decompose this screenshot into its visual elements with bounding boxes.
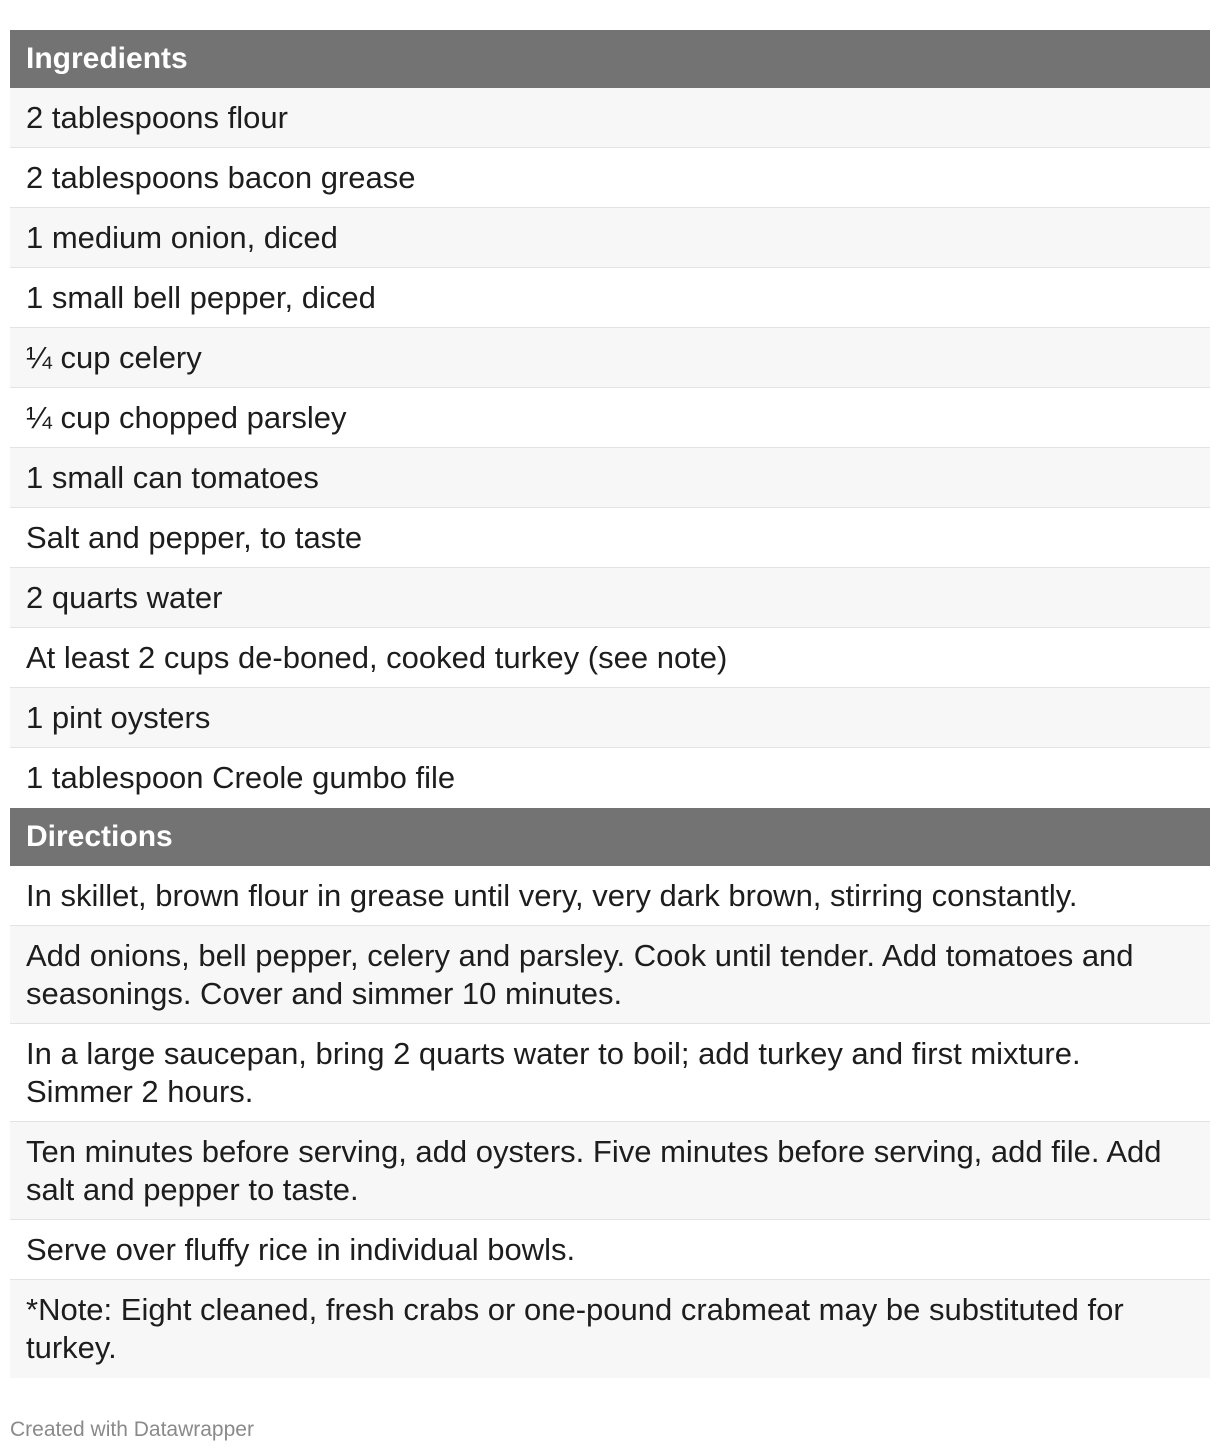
ingredient-row: 2 tablespoons bacon grease (10, 148, 1210, 208)
direction-row: Serve over fluffy rice in individual bowls. (10, 1220, 1210, 1280)
ingredient-row: ¼ cup celery (10, 328, 1210, 388)
direction-row: Add onions, bell pepper, celery and parsley. Cook until tender. Add tomatoes and seasonings. Cover and simmer 10 minutes. (10, 926, 1210, 1024)
direction-row: *Note: Eight cleaned, fresh crabs or one-pound crabmeat may be substituted for turkey. (10, 1280, 1210, 1378)
ingredient-row: Salt and pepper, to taste (10, 508, 1210, 568)
ingredient-row: 1 tablespoon Creole gumbo file (10, 748, 1210, 808)
recipe-table (10, 30, 1210, 1378)
direction-row: Ten minutes before serving, add oysters. Five minutes before serving, add file. Add salt and pepper to taste. (10, 1122, 1210, 1220)
ingredients-header: Ingredients (10, 30, 1210, 88)
ingredient-row: 1 pint oysters (10, 688, 1210, 748)
ingredient-row: 2 tablespoons flour (10, 88, 1210, 148)
directions-header: Directions (10, 808, 1210, 866)
direction-row: In skillet, brown flour in grease until very, very dark brown, stirring constantly. (10, 866, 1210, 926)
direction-row: In a large saucepan, bring 2 quarts water to boil; add turkey and first mixture. Simmer 2 hours. (10, 1024, 1210, 1122)
ingredient-row: At least 2 cups de-boned, cooked turkey (see note) (10, 628, 1210, 688)
ingredient-row: 1 medium onion, diced (10, 208, 1210, 268)
ingredient-row: ¼ cup chopped parsley (10, 388, 1210, 448)
ingredient-row: 1 small bell pepper, diced (10, 268, 1210, 328)
ingredient-row: 1 small can tomatoes (10, 448, 1210, 508)
datawrapper-credit[interactable]: Created with Datawrapper (10, 1418, 254, 1441)
ingredient-row: 2 quarts water (10, 568, 1210, 628)
